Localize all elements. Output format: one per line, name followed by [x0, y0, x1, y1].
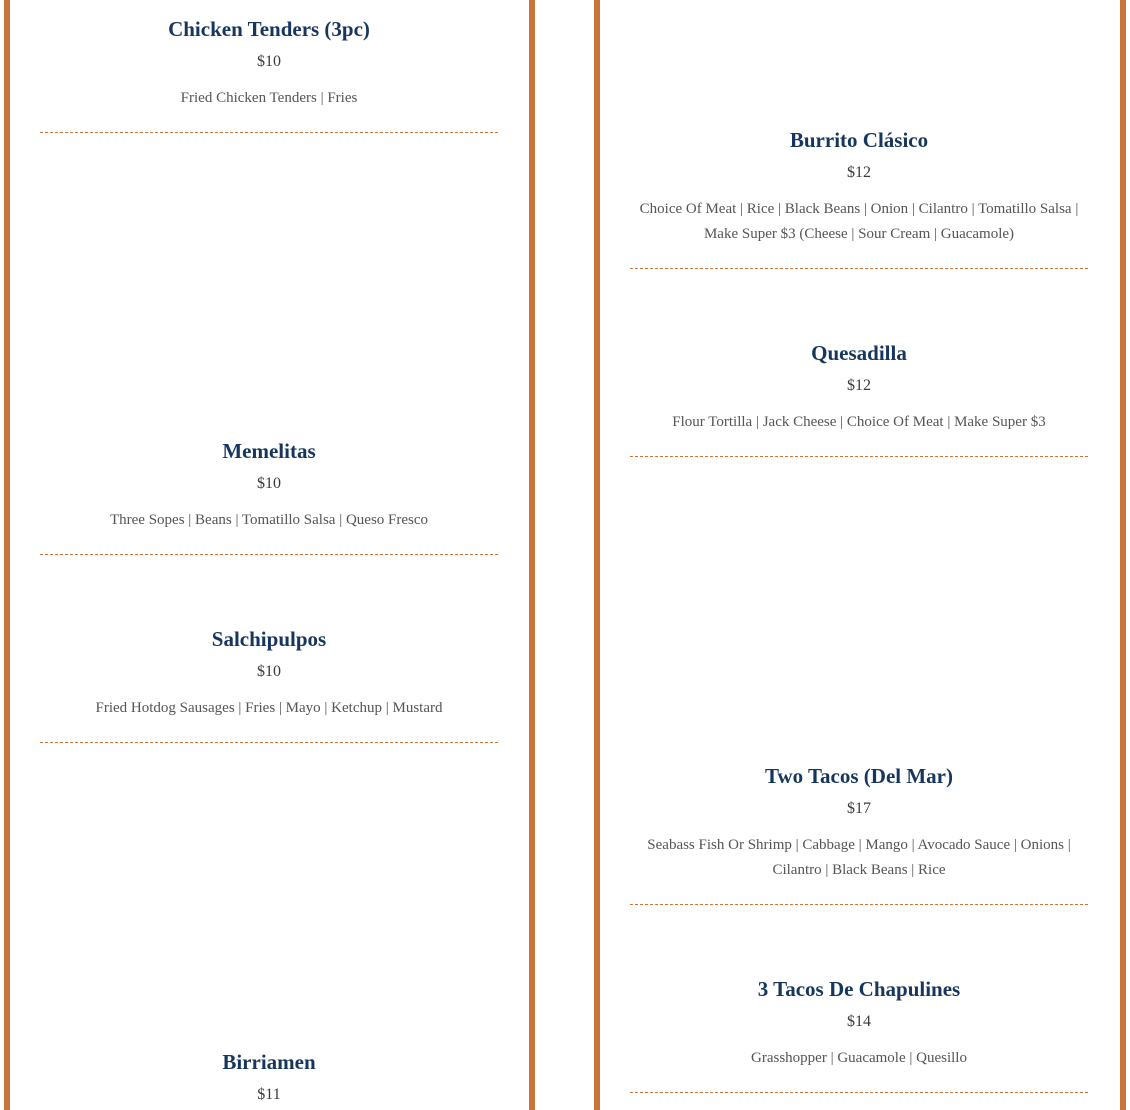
- menu-item-divider: [40, 742, 498, 743]
- menu-item-divider: [40, 132, 498, 133]
- menu-item: [40, 438, 498, 563]
- menu-item-price: $11: [257, 1086, 281, 1103]
- menu-item-name: 3 Tacos De Chapulines: [757, 977, 961, 1001]
- menu-item: [40, 16, 498, 141]
- menu-item: [630, 763, 1088, 913]
- menu-column-right: [594, 0, 1126, 1110]
- menu-item-price: $10: [257, 53, 281, 70]
- menu-item-divider: [630, 1092, 1088, 1093]
- menu-item-name: Quesadilla: [811, 341, 907, 365]
- menu-item-price: $10: [257, 475, 281, 492]
- menu-item: [40, 626, 498, 751]
- menu-item-description: Choice Of Meat | Rice | Black Beans | Onion | Cilantro | Tomatillo Salsa | Make Super $3 (Cheese | Sour Cream | Guacamole): [639, 201, 1079, 242]
- menu-item-divider: [630, 456, 1088, 457]
- menu-item: [630, 127, 1088, 277]
- menu-item-price: $12: [847, 164, 871, 181]
- menu-item-name: Burrito Clásico: [789, 128, 929, 152]
- menu-item-description: Three Sopes | Beans | Tomatillo Salsa | Queso Fresco: [109, 512, 429, 528]
- menu-item: [630, 976, 1088, 1101]
- menu-item-price: $17: [847, 800, 871, 817]
- menu-item-price: $10: [257, 663, 281, 680]
- menu-item-divider: [630, 268, 1088, 269]
- menu-item-divider: [630, 904, 1088, 905]
- menu-item-price: $12: [847, 377, 871, 394]
- menu-item: [630, 340, 1088, 465]
- menu-item-name: Birriamen: [222, 1050, 316, 1074]
- menu-item-description: Fried Hotdog Sausages | Fries | Mayo | Ketchup | Mustard: [95, 700, 443, 716]
- menu-item-name: Chicken Tenders (3pc): [168, 17, 370, 41]
- menu-item-description: Grasshopper | Guacamole | Quesillo: [751, 1050, 967, 1066]
- menu-column-left: [4, 0, 535, 1110]
- menu-item-description: Fried Chicken Tenders | Fries: [180, 90, 358, 106]
- menu-item-divider: [40, 554, 498, 555]
- menu-item-description: Flour Tortilla | Jack Cheese | Choice Of Meat | Make Super $3: [672, 414, 1046, 430]
- menu-item-name: Salchipulpos: [211, 627, 327, 651]
- menu-item: [40, 1049, 498, 1105]
- menu-item-name: Memelitas: [222, 439, 316, 463]
- menu-item-price: $14: [847, 1013, 871, 1030]
- menu-item-name: Two Tacos (Del Mar): [764, 764, 953, 788]
- menu-item-description: Seabass Fish Or Shrimp | Cabbage | Mango | Avocado Sauce | Onions | Cilantro | Black Beans | Rice: [647, 837, 1071, 878]
